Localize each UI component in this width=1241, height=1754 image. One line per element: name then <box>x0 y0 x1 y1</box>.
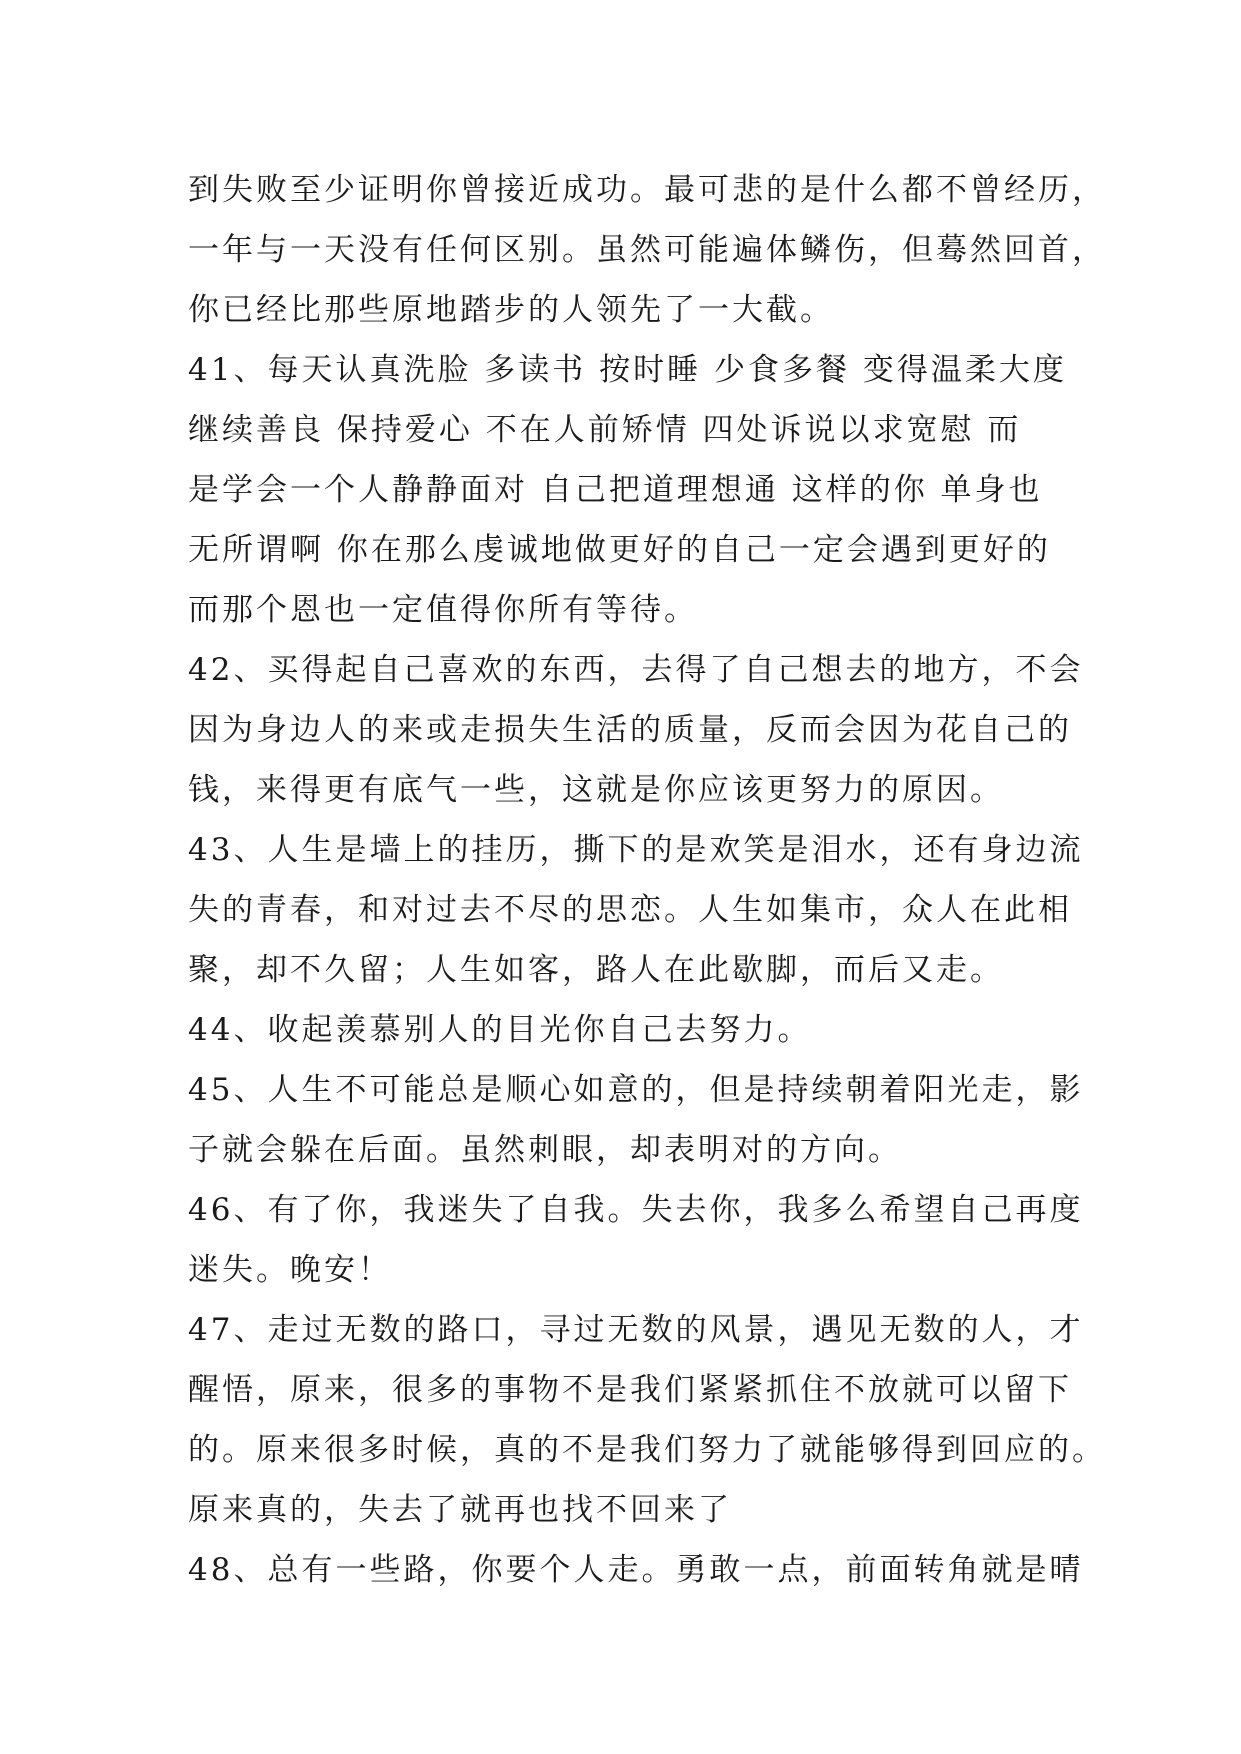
text-line: 聚，却不久留；人生如客，路人在此歇脚，而后又走。 <box>188 952 1004 988</box>
text-line: 而那个恩也一定值得你所有等待。 <box>188 592 698 628</box>
text-line: 醒悟，原来，很多的事物不是我们紧紧抓住不放就可以留下 <box>188 1372 1072 1408</box>
text-line-item-44: 44、收起羡慕别人的目光你自己去努力。 <box>188 1012 812 1048</box>
text-line-item-48: 48、总有一些路，你要个人走。勇敢一点，前面转角就是晴 <box>188 1552 1084 1588</box>
text-line: 迷失。晚安！ <box>188 1252 392 1288</box>
body-text <box>188 160 1106 1600</box>
text-line: 一年与一天没有任何区别。虽然可能遍体鳞伤，但蓦然回首， <box>188 232 1106 268</box>
text-line-item-46: 46、有了你，我迷失了自我。失去你，我多么希望自己再度 <box>188 1192 1084 1228</box>
text-line: 原来真的，失去了就再也找不回来了 <box>188 1492 732 1528</box>
text-line-item-43: 43、人生是墙上的挂历，撕下的是欢笑是泪水，还有身边流 <box>188 832 1084 868</box>
text-line: 失的青春，和对过去不尽的思恋。人生如集市，众人在此相 <box>188 892 1072 928</box>
text-line: 钱，来得更有底气一些，这就是你应该更努力的原因。 <box>188 772 1004 808</box>
text-line: 是学会一个人静静面对 自己把道理想通 这样的你 单身也 <box>188 472 1043 508</box>
text-line: 到失败至少证明你曾接近成功。最可悲的是什么都不曾经历， <box>188 172 1106 208</box>
text-line: 子就会躲在后面。虽然刺眼，却表明对的方向。 <box>188 1132 902 1168</box>
text-line: 的。原来很多时候，真的不是我们努力了就能够得到回应的。 <box>188 1432 1106 1468</box>
text-line: 因为身边人的来或走损失生活的质量，反而会因为花自己的 <box>188 712 1072 748</box>
text-line: 继续善良 保持爱心 不在人前矫情 四处诉说以求宽慰 而 <box>188 412 1022 448</box>
text-line-item-42: 42、买得起自己喜欢的东西，去得了自己想去的地方，不会 <box>188 652 1084 688</box>
text-line: 无所谓啊 你在那么虔诚地做更好的自己一定会遇到更好的 <box>188 532 1051 568</box>
text-line-item-45: 45、人生不可能总是顺心如意的，但是持续朝着阳光走，影 <box>188 1072 1084 1108</box>
text-line: 你已经比那些原地踏步的人领先了一大截。 <box>188 292 834 328</box>
text-line-item-47: 47、走过无数的路口，寻过无数的风景，遇见无数的人，才 <box>188 1312 1084 1348</box>
text-line-item-41: 41、每天认真洗脸 多读书 按时睡 少食多餐 变得温柔大度 <box>188 352 1067 388</box>
